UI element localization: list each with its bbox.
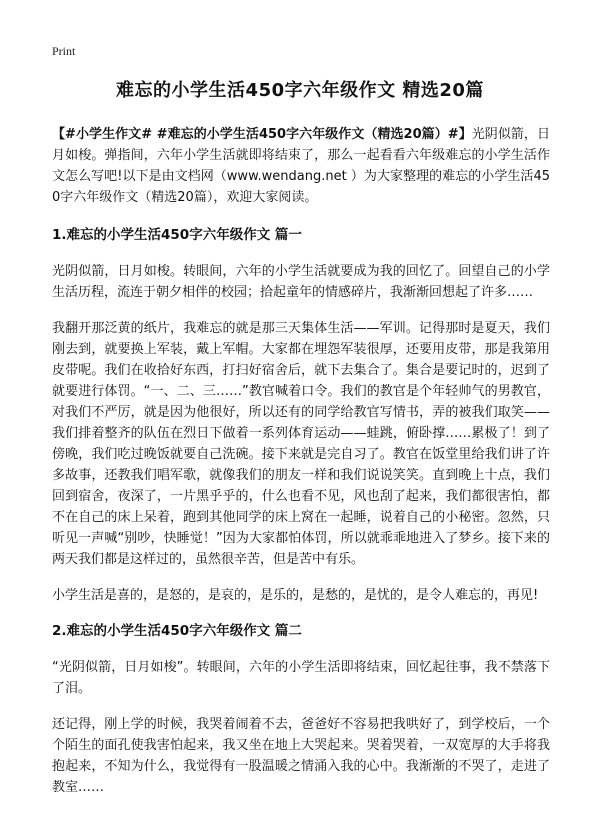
section-heading-1: 1.难忘的小学生活450字六年级作文 篇一 — [52, 227, 302, 243]
section-1-paragraph: 光阴似箭，日月如梭。转眼间，六年的小学生活就要成为我的回忆了。回望自己的小学生活历程，流连于朝夕相伴的校园；拾起童年的情感碎片，我渐渐回想起了许多…… — [52, 264, 550, 300]
section-2-paragraph: 还记得，刚上学的时候，我哭着闹着不去，爸爸好不容易把我哄好了，到学校后，一个个陌生的面孔使我害怕起来，我又坐在地上大哭起来。哭着哭着，一双宽厚的大手将我抱起来，不知为什么，我觉得有一股温暖之情涌入我的心中。我渐渐的不哭了，走进了教室…… — [52, 717, 550, 795]
section-heading-2: 2.难忘的小学生活450字六年级作文 篇二 — [52, 623, 302, 639]
section-1-paragraph: 我翻开那泛黄的纸片，我难忘的就是那三天集体生活——军训。记得那时是夏天，我们刚去到，就要换上军装，戴上军帽。大家都在埋怨军装很厚，还要用皮带，那是我第用皮带呢。我们在收拾好东西，打扫好宿舍后，就下去集合了。集合是要记时的，迟到了就要进行体罚。“一、二、三……”教官喊着口令。我们的教官是个年轻帅气的男教官，对我们不严厉，就是因为他很好，所以还有的同学给教官写情书，弄的被我们取笑——我们排着整齐的队伍在烈日下做着一系列体育运动——蛙跳，俯卧撑……累极了！到了傍晚，我们吃过晚饭就要自己洗碗。接下来就是完自习了。教官在饭堂里给我们讲了许多故事，还教我们唱军歌，就像我们的朋友一样和我们说说笑笑。直到晚上十点，我们回到宿舍，夜深了，一片黑乎乎的，什么也看不见，风也刮了起来，我们都很害怕，都不在自己的床上呆着，跑到其他同学的床上窝在一起睡，说着自己的小秘密。忽然，只听见一声喊“别吵，快睡觉！”因为大家都怕体罚，所以就乖乖地进入了梦乡。接下来的两天我们都是这样过的，虽然很辛苦，但是苦中有乐。 — [52, 321, 550, 567]
print-label: Print — [52, 44, 76, 58]
intro-text: 光阴似箭，日月如梭。弹指间，六年小学生活就即将结束了，那么一起看看六年级难忘的小学生活作文怎么写吧!以下是由文档网（www.wendang.net ）为大家整理的难忘的小学生活450字六年级作文（精选20篇），欢迎大家阅读。 — [52, 127, 550, 205]
document-title: 难忘的小学生活450字六年级作文 精选20篇 — [116, 80, 484, 101]
section-1-paragraph: 小学生活是喜的，是怒的，是哀的，是乐的，是愁的，是忧的，是令人难忘的，再见! — [52, 588, 539, 603]
intro-paragraph — [52, 124, 550, 208]
intro-tag-line: 【#小学生作文# #难忘的小学生活450字六年级作文（精选20篇）#】 — [52, 127, 472, 142]
document-body — [52, 124, 550, 813]
section-2-paragraph: “光阴似箭，日月如梭”。转眼间，六年的小学生活即将结束，回忆起往事，我不禁落下了泪。 — [52, 660, 550, 696]
